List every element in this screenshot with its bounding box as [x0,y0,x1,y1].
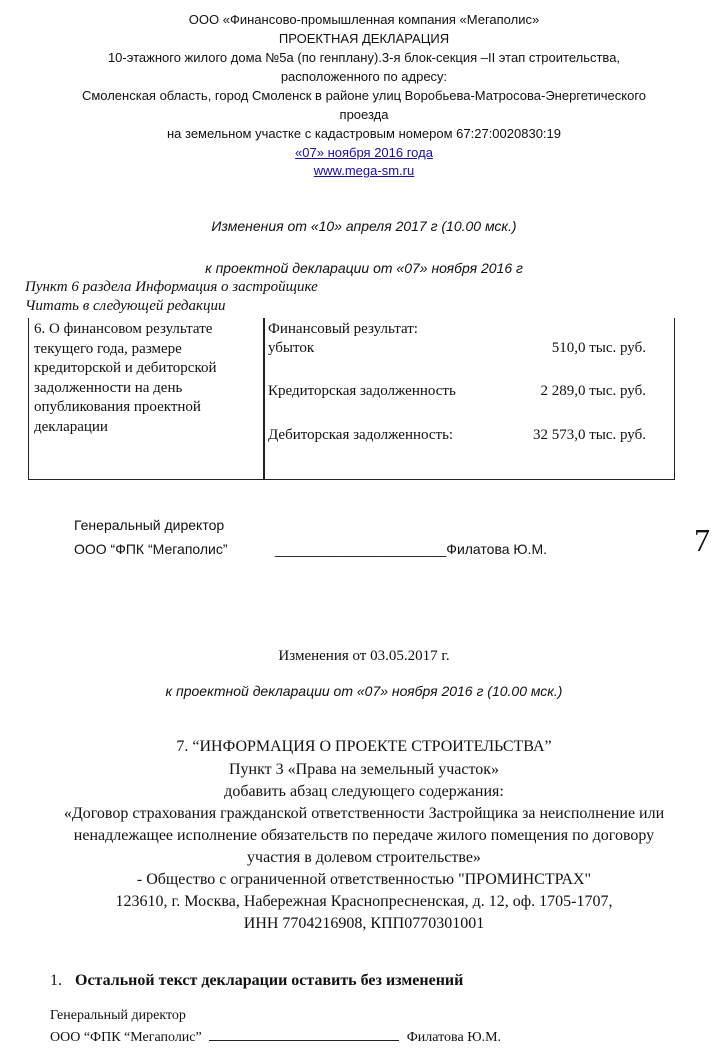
table-row-label: Дебиторская задолженность: [268,427,454,443]
signature-role: Генеральный директор [74,517,225,533]
signature-name: Филатова Ю.М. [446,541,547,557]
section-point: Пункт 3 «Права на земельный участок» [228,761,500,778]
insurer-name: - Общество с ограниченной ответственностью "ПРОМИНСТРАХ" [136,871,592,888]
signature-org: ООО “ФПК “Мегаполис” [74,541,228,557]
signature2-line [209,1028,399,1041]
table-row-value: 2 289,0 тыс. руб. [540,383,646,399]
table-row-label: Кредиторская задолженность [268,383,456,399]
paragraph-line: «Договор страхования гражданской ответственности Застройщика за неисполнение или [63,805,665,822]
object-description: 10-этажного жилого дома №5а (по генплану).3-я блок-секция –II этап строительства, [107,50,621,65]
table-divider [263,318,265,479]
section-heading: 7. “ИНФОРМАЦИЯ О ПРОЕКТЕ СТРОИТЕЛЬСТВА” [176,738,552,755]
object-location-label: расположенного по адресу: [280,69,448,84]
change-point: Пункт 6 раздела Информация о застройщике [25,279,318,295]
table-row-value: 510,0 тыс. руб. [551,340,646,356]
change-read-as: Читать в следующей редакции [25,298,226,314]
address-line-cont: проезда [339,107,389,122]
address-line: Смоленская область, город Смоленск в районе улиц Воробьева-Матросова-Энергетического [81,88,647,103]
financial-result-label: Финансовый результат: [268,321,418,337]
page-number: 7 [694,522,710,558]
declaration-date-link[interactable]: «07» ноября 2016 года [295,145,433,160]
paragraph-line: ненадлежащее исполнение обязательств по передаче жилого помещения по договору [73,827,655,844]
company-name: ООО «Финансово-промышленная компания «Мегаполис» [188,12,540,27]
table-row-label: убыток [268,340,315,356]
change2-title: Изменения от 03.05.2017 г. [278,648,450,664]
insurer-address: 123610, г. Москва, Набережная Краснопресненская, д. 12, оф. 1705-1707, [115,893,613,910]
signature2-role: Генеральный директор [50,1008,186,1023]
list-item-text: Остальной текст декларации оставить без изменений [75,972,464,989]
financial-table [28,318,675,480]
cadastral-number: на земельном участке с кадастровым номером 67:27:0020830:19 [166,126,561,141]
signature2-name: Филатова Ю.М. [406,1030,502,1045]
add-paragraph-note: добавить абзац следующего содержания: [224,783,504,800]
table-left-cell: 6. О финансовом результате текущего года, размере кредиторской и дебиторской задолженности на день опубликования проектной декларации [34,321,217,435]
signature-line: ______________________ [275,541,447,557]
document-title: ПРОЕКТНАЯ ДЕКЛАРАЦИЯ [278,31,450,46]
signature2-org: ООО “ФПК “Мегаполис” [50,1030,202,1045]
website-link[interactable]: www.mega-sm.ru [313,163,415,178]
list-item-number: 1. [50,972,62,989]
insurer-ids: ИНН 7704216908, КПП0770301001 [243,915,485,932]
change2-subtitle: к проектной декларации от «07» ноября 2016 г (10.00 мск.) [165,683,563,699]
table-row-value: 32 573,0 тыс. руб. [532,427,646,443]
change-subtitle: к проектной декларации от «07» ноября 2016 г [205,260,523,276]
change-title: Изменения от «10» апреля 2017 г (10.00 мск.) [211,218,517,234]
paragraph-line: участия в долевом строительстве» [247,849,481,866]
